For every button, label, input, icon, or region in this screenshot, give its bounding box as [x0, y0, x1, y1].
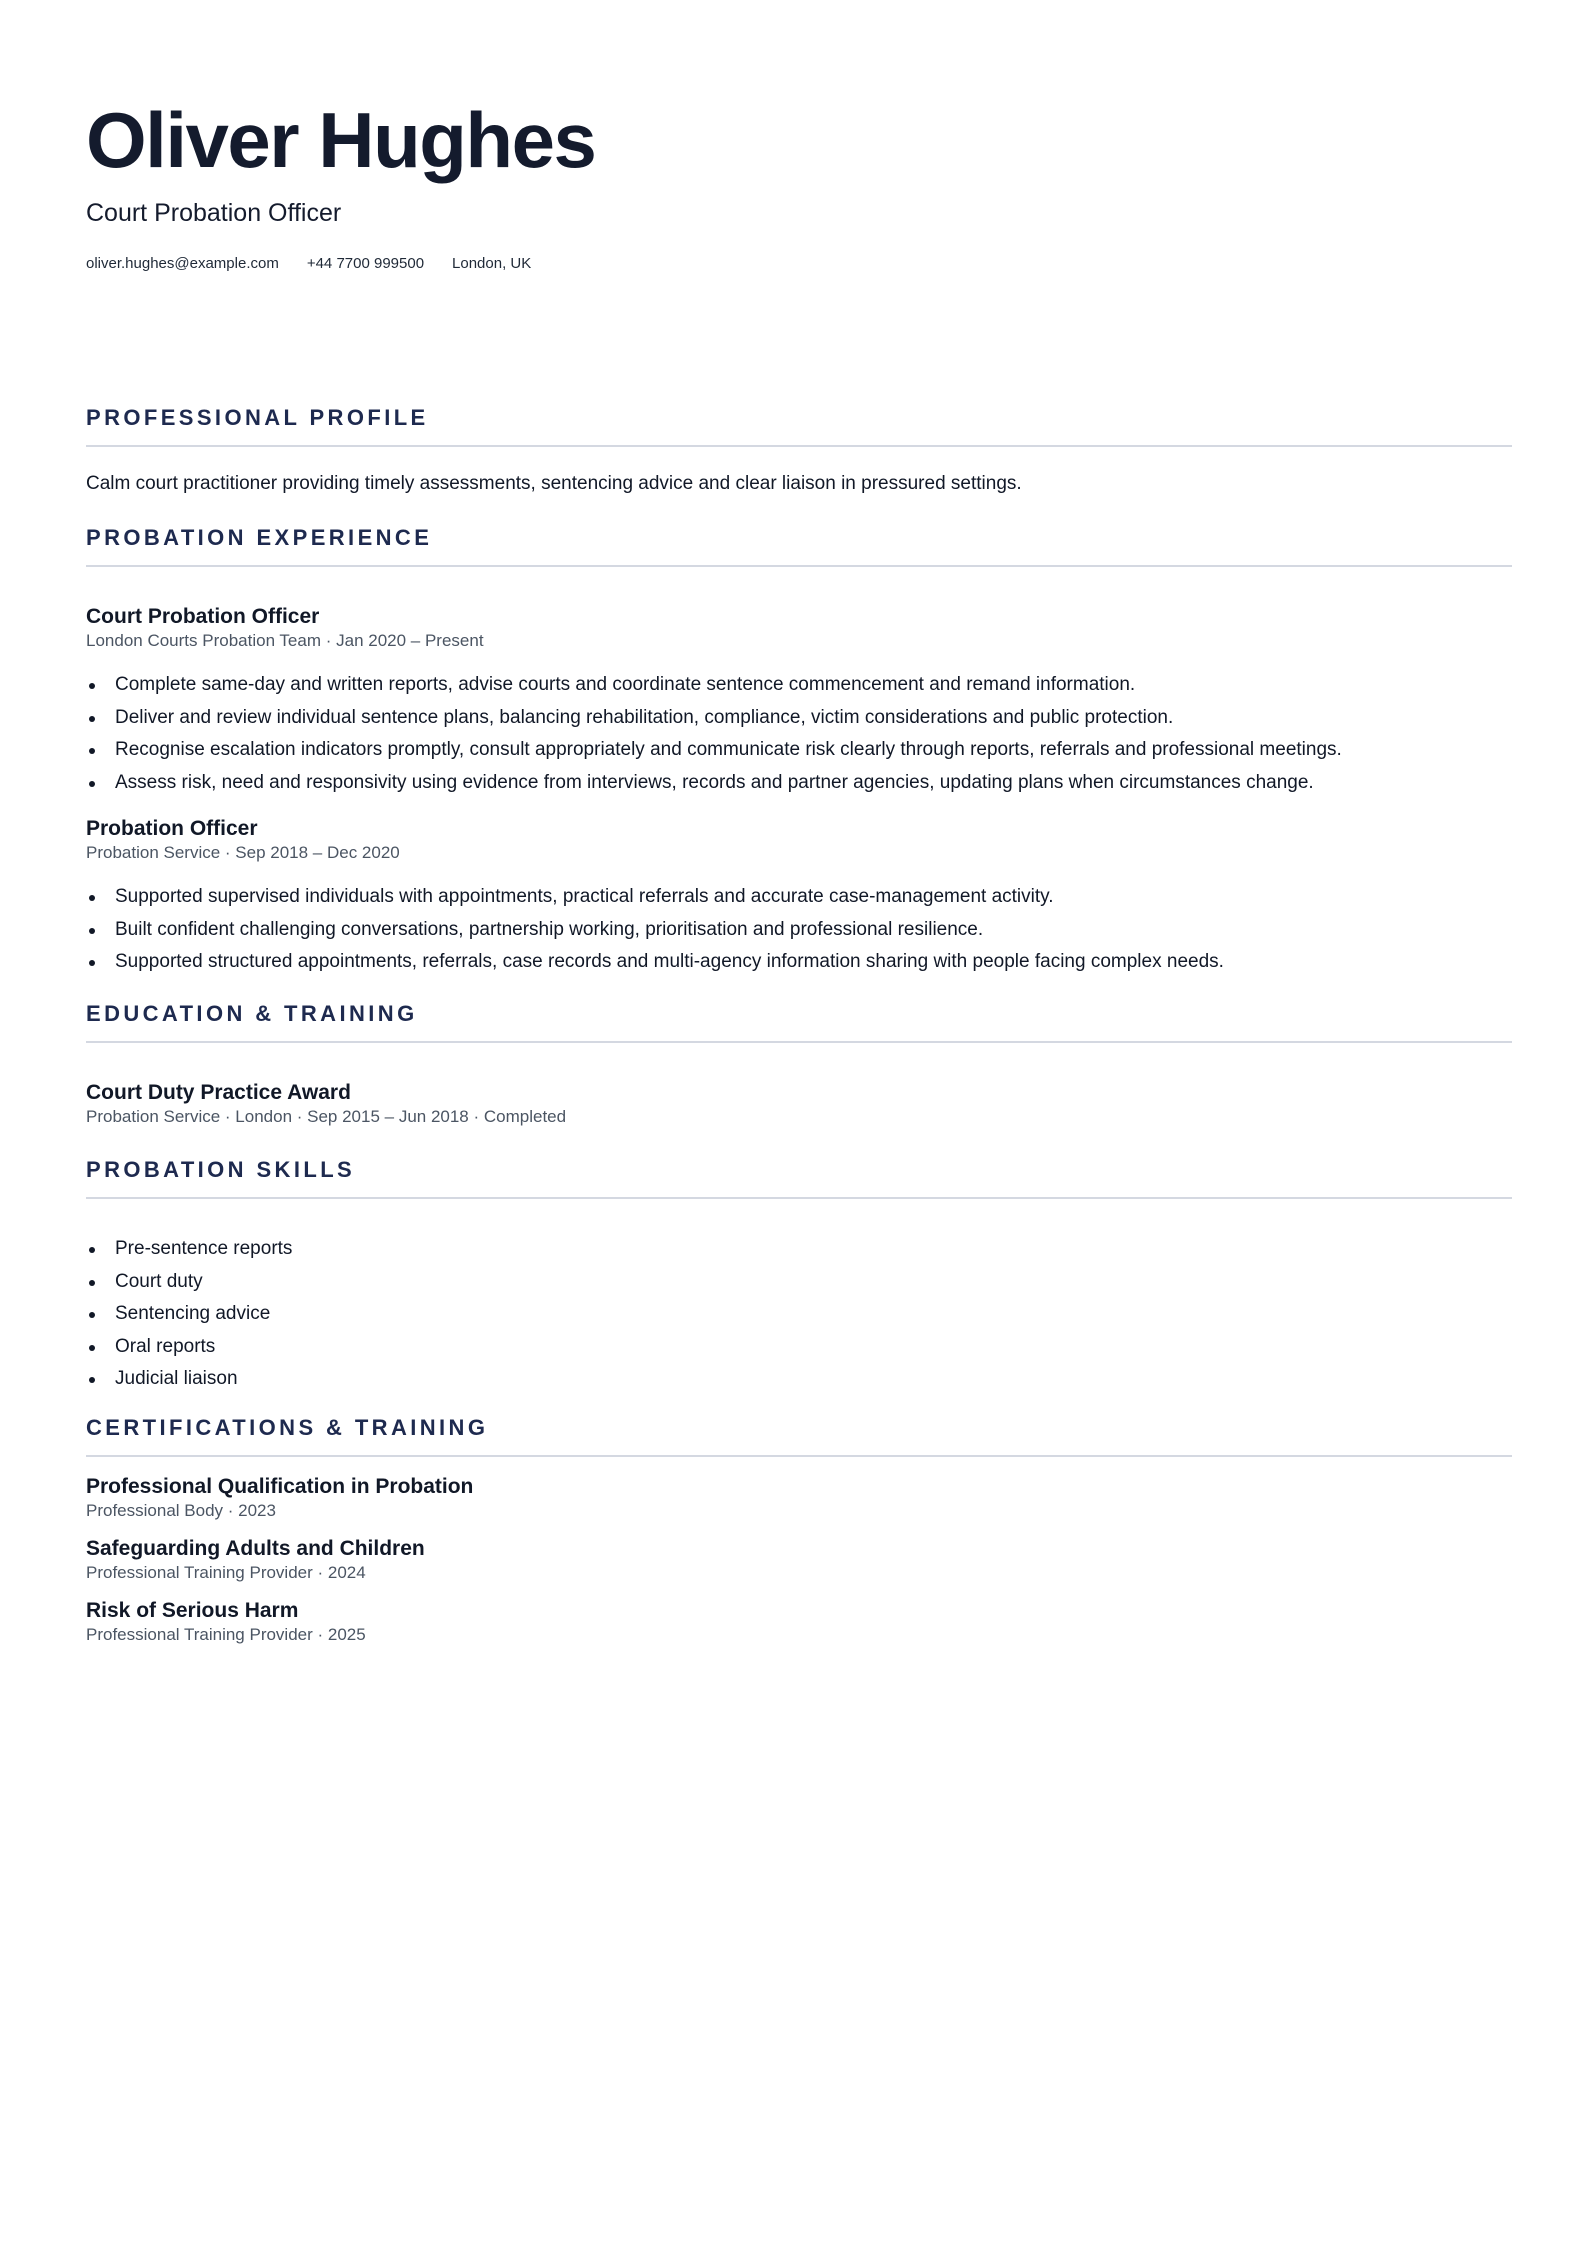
job-title: Court Probation Officer: [86, 605, 320, 628]
job-bullet: Complete same-day and written reports, advise courts and coordinate sentence commencement and remand information.: [86, 669, 1342, 702]
education-title: Court Duty Practice Award: [86, 1081, 351, 1104]
job-entry: [86, 604, 1512, 652]
section-skills: [86, 1155, 1512, 1199]
certification-entry: [86, 1598, 1512, 1646]
contact-email: oliver.hughes@example.com: [86, 255, 279, 272]
education-meta: Probation Service · London · Sep 2015 – Jun 2018 · Completed: [86, 1107, 567, 1126]
section-divider: [86, 1041, 1512, 1043]
certification-meta: Professional Training Provider · 2025: [86, 1625, 366, 1644]
job-meta: London Courts Probation Team · Jan 2020 – Present: [86, 631, 484, 650]
section-education: [86, 999, 1512, 1043]
education-entry: [86, 1080, 1512, 1128]
job-entry: [86, 816, 1512, 864]
skill-item: Judicial liaison: [86, 1363, 292, 1396]
contact-line: [86, 253, 531, 275]
certification-title: Safeguarding Adults and Children: [86, 1537, 425, 1560]
job-bullet: Supported supervised individuals with appointments, practical referrals and accurate case-management activity.: [86, 881, 1224, 914]
certification-title: Professional Qualification in Probation: [86, 1475, 474, 1498]
profile-summary: Calm court practitioner providing timely assessments, sentencing advice and clear liaison in pressured settings.: [86, 473, 1022, 494]
section-heading: CERTIFICATIONS & TRAINING: [86, 1415, 489, 1440]
candidate-name: Oliver Hughes: [86, 96, 596, 184]
job-bullets: [86, 881, 1224, 979]
job-meta: Probation Service · Sep 2018 – Dec 2020: [86, 843, 400, 862]
section-divider: [86, 445, 1512, 447]
section-heading: PROFESSIONAL PROFILE: [86, 405, 429, 430]
skills-list: [86, 1233, 292, 1396]
certification-meta: Professional Training Provider · 2024: [86, 1563, 366, 1582]
section-divider: [86, 1455, 1512, 1457]
section-probation-experience: [86, 523, 1512, 567]
skill-item: Oral reports: [86, 1331, 292, 1364]
job-headline: Court Probation Officer: [86, 199, 342, 227]
skill-item: Court duty: [86, 1266, 292, 1299]
section-professional-profile: [86, 403, 1512, 447]
section-heading: PROBATION SKILLS: [86, 1157, 356, 1182]
skill-item: Sentencing advice: [86, 1298, 292, 1331]
job-title: Probation Officer: [86, 817, 258, 840]
section-certifications: [86, 1413, 1512, 1457]
certification-entry: [86, 1474, 1512, 1522]
job-bullet: Deliver and review individual sentence plans, balancing rehabilitation, compliance, victim considerations and public protection.: [86, 702, 1342, 735]
contact-location: London, UK: [452, 255, 532, 272]
certification-entry: [86, 1536, 1512, 1584]
job-bullet: Recognise escalation indicators promptly, consult appropriately and communicate risk clearly through reports, referrals and professional meetings.: [86, 734, 1342, 767]
job-bullets: [86, 669, 1342, 799]
job-bullet: Assess risk, need and responsivity using evidence from interviews, records and partner agencies, updating plans when circumstances change.: [86, 767, 1342, 800]
section-heading: EDUCATION & TRAINING: [86, 1001, 418, 1026]
job-bullet: Supported structured appointments, referrals, case records and multi-agency information sharing with people facing complex needs.: [86, 946, 1224, 979]
certification-title: Risk of Serious Harm: [86, 1599, 299, 1622]
skill-item: Pre-sentence reports: [86, 1233, 292, 1266]
certification-meta: Professional Body · 2023: [86, 1501, 276, 1520]
section-heading: PROBATION EXPERIENCE: [86, 525, 433, 550]
section-divider: [86, 565, 1512, 567]
job-bullet: Built confident challenging conversations, partnership working, prioritisation and professional resilience.: [86, 914, 1224, 947]
contact-phone: +44 7700 999500: [306, 255, 425, 272]
section-divider: [86, 1197, 1512, 1199]
